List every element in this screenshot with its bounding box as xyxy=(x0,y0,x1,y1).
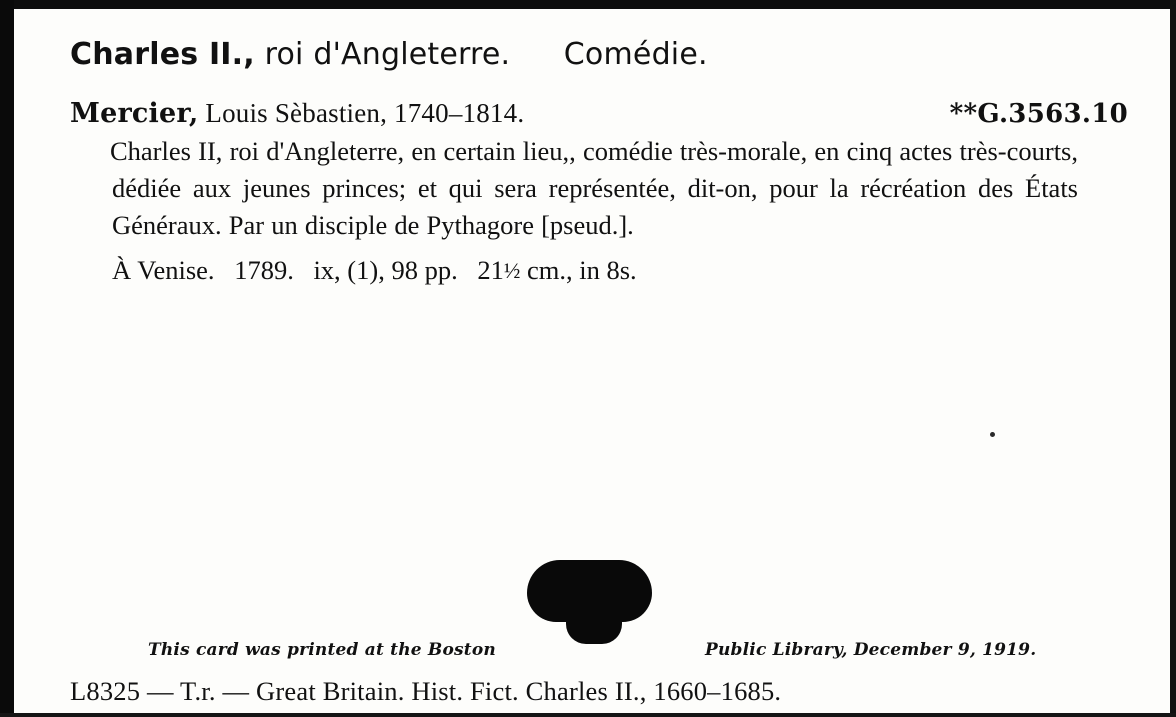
subject-heading xyxy=(70,38,1150,73)
imprint-statement xyxy=(112,252,1078,289)
ink-blot-tail xyxy=(566,608,622,644)
collation-pagination: ix, (1), 98 pp. xyxy=(313,254,458,285)
imprint-place: À Venise. xyxy=(112,254,215,285)
collation-size: 21 xyxy=(477,254,504,285)
card-content xyxy=(70,38,1150,289)
scan-edge-bottom xyxy=(0,713,1176,717)
heading-form-subdivision: Comédie. xyxy=(563,37,708,72)
call-number: **G.3563.10 xyxy=(949,98,1128,129)
tracing-line: L8325 — T.r. — Great Britain. Hist. Fict. Charles II., 1660–1685. xyxy=(70,676,782,706)
collation-size-fraction: ½ xyxy=(503,257,521,283)
author-forenames-dates: Louis Sèbastien, 1740–1814. xyxy=(205,97,525,128)
description-block xyxy=(70,133,1078,289)
printing-note-right: Public Library, December 9, 1919. xyxy=(705,640,1037,660)
title-statement: Charles II, roi d'Angleterre, en certain lieu,, comédie très-morale, en cinq actes très-courts, dédiée aux jeunes princes; et qui sera représentée, dit-on, pour la récréation des États Généraux. Par un disciple de Pythagore [pseud.]. xyxy=(110,135,1078,240)
ink-speck xyxy=(990,432,995,437)
collation-size-unit: cm., in 8s. xyxy=(526,254,637,285)
printing-note-left: This card was printed at the Boston xyxy=(148,640,496,660)
heading-qualifier: roi d'Angleterre. xyxy=(264,37,511,72)
heading-main-term: Charles II., xyxy=(70,37,255,72)
author-row xyxy=(70,98,1150,129)
scan-edge-right xyxy=(1170,0,1176,717)
author-surname: Mercier, xyxy=(70,97,199,129)
imprint-date: 1789. xyxy=(234,254,294,285)
author-statement xyxy=(70,98,524,129)
scan-edge-left xyxy=(0,0,14,717)
scan-edge-top xyxy=(0,0,1176,9)
